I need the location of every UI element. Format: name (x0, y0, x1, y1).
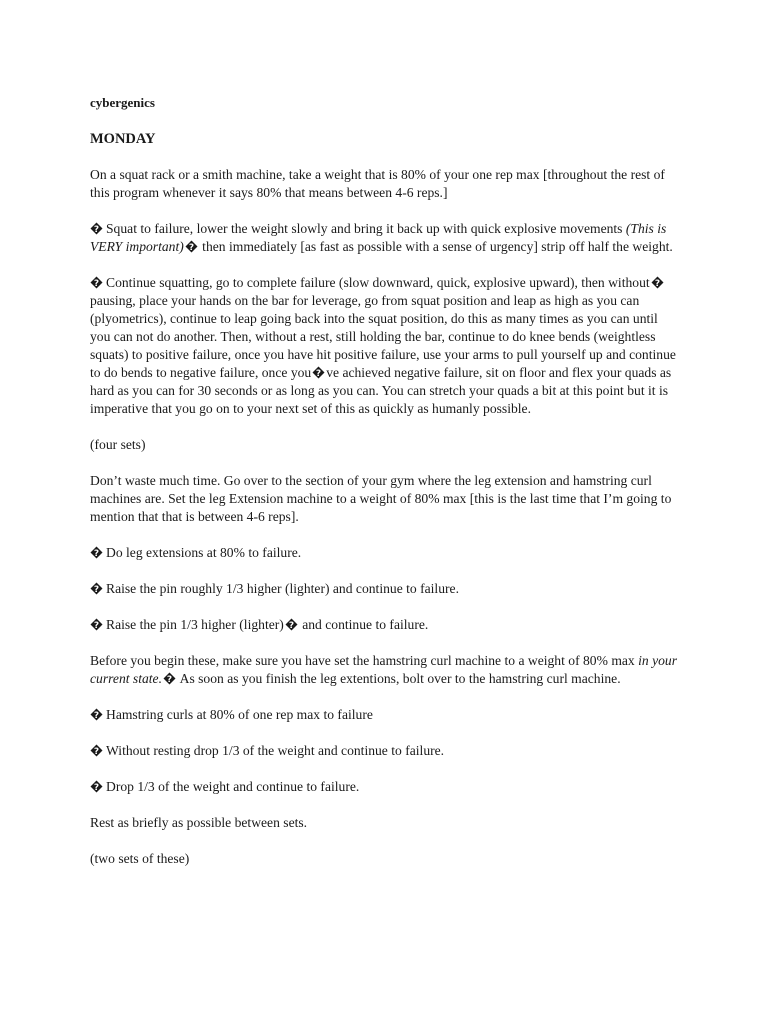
replacement-character-icon (90, 744, 103, 757)
replacement-character-icon (90, 582, 103, 595)
hamstring-step-3 (90, 778, 680, 796)
hamstring-step-2-text: Without resting drop 1/3 of the weight and continue to failure. (106, 743, 445, 758)
squat-step-1-text: Squat to failure, lower the weight slowly and bring it back up with quick explosive movements (106, 221, 626, 236)
replacement-character-icon (90, 708, 103, 721)
replacement-character-icon (90, 222, 103, 235)
svg-text:?: ? (93, 783, 100, 793)
hamstring-setup-emphasis: in your current state. (90, 653, 678, 686)
squat-step-1 (90, 220, 680, 256)
svg-text:?: ? (93, 549, 100, 559)
hamstring-setup-paragraph (90, 652, 680, 688)
extension-step-2 (90, 580, 680, 598)
svg-text:?: ? (93, 279, 100, 289)
document-page (90, 94, 680, 886)
day-heading: MONDAY (90, 131, 156, 147)
hamstring-step-2 (90, 742, 680, 760)
four-sets-note: (four sets) (90, 437, 146, 452)
hamstring-step-3-text: Drop 1/3 of the weight and continue to failure. (106, 779, 360, 794)
replacement-character-icon (312, 366, 325, 379)
replacement-character-icon (90, 276, 103, 289)
svg-text:?: ? (316, 369, 322, 379)
svg-text:?: ? (93, 621, 100, 631)
svg-text:?: ? (93, 711, 100, 721)
replacement-character-icon (90, 780, 103, 793)
extension-step-1 (90, 544, 680, 562)
hamstring-step-1 (90, 706, 680, 724)
replacement-character-icon (90, 546, 103, 559)
transition-paragraph: Don’t waste much time. Go over to the section of your gym where the leg extension and hamstring curl machines are. Set the leg Extension machine to a weight of 80% max [this is the last time that I’m going to mention that that is between 4-6 reps]. (90, 473, 672, 524)
squat-step-2-text-a: Continue squatting, go to complete failure (slow downward, quick, explosive upward), then without (106, 275, 650, 290)
svg-text:?: ? (93, 585, 100, 595)
svg-text:?: ? (93, 225, 100, 235)
squat-step-2-text-b: pausing, place your hands on the bar for leverage, go from squat position and leap as high as you can (plyometrics), continue to leap going back into the squat position, do this as many times as you can until you can not do another. Then, without a rest, still holding the bar, continue to do knee bends (weightless squats) to positive failure, once you have hit positive failure, use your arms to pull yourself up and continue to do bends to negative failure, once you (90, 293, 676, 380)
squat-step-2 (90, 274, 680, 418)
extension-step-3-text-a: Raise the pin 1/3 higher (lighter) (106, 617, 284, 632)
extension-step-3-text-b: and continue to failure. (298, 617, 429, 632)
svg-text:?: ? (93, 747, 100, 757)
replacement-character-icon (163, 672, 176, 685)
replacement-character-icon (285, 618, 298, 631)
svg-text:?: ? (654, 279, 660, 289)
squat-step-1-emphasis: (This is VERY important) (90, 221, 667, 254)
squat-step-1-text-continued: then immediately [as fast as possible with a sense of urgency] strip off half the weight. (198, 239, 673, 254)
svg-text:?: ? (188, 243, 194, 253)
two-sets-note: (two sets of these) (90, 851, 190, 866)
hamstring-setup-text-a: Before you begin these, make sure you have set the hamstring curl machine to a weight of 80% max (90, 653, 639, 668)
svg-text:?: ? (166, 675, 173, 685)
replacement-character-icon (651, 276, 664, 289)
replacement-character-icon (185, 240, 198, 253)
svg-text:?: ? (288, 621, 294, 631)
extension-step-3 (90, 616, 680, 634)
squat-step-2-text-c: ve achieved negative failure, sit on floor and flex your quads as hard as you can for 30 seconds or as long as you can. You can stretch your quads a bit at this point but it is imperative that you go on to your next set of this as quickly as humanly possible. (90, 365, 672, 416)
rest-note: Rest as briefly as possible between sets. (90, 815, 308, 830)
replacement-character-icon (90, 618, 103, 631)
hamstring-step-1-text: Hamstring curls at 80% of one rep max to failure (106, 707, 373, 722)
extension-step-1-text: Do leg extensions at 80% to failure. (106, 545, 302, 560)
hamstring-setup-text-b: As soon as you finish the leg extentions, bolt over to the hamstring curl machine. (176, 671, 621, 686)
brand-title: cybergenics (90, 95, 155, 110)
extension-step-2-text: Raise the pin roughly 1/3 higher (lighter) and continue to failure. (106, 581, 459, 596)
intro-paragraph: On a squat rack or a smith machine, take a weight that is 80% of your one rep max [throughout the rest of this program whenever it says 80% that means between 4-6 reps.] (90, 167, 665, 200)
